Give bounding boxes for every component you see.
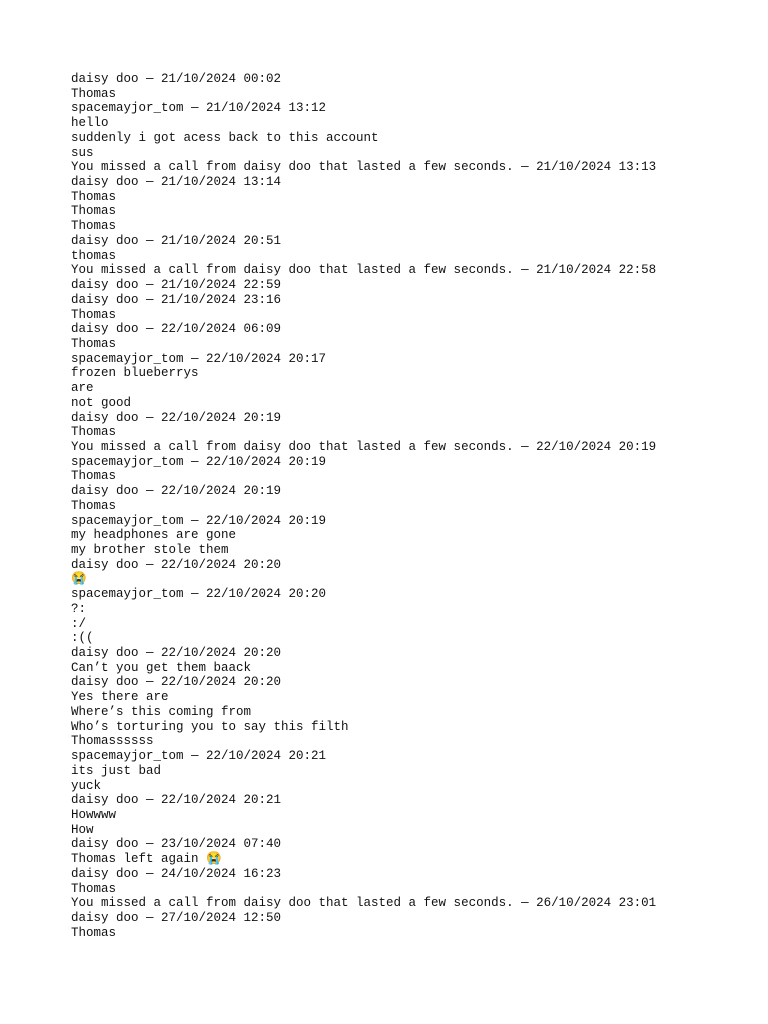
- message-header: daisy doo — 22/10/2024 20:19: [71, 484, 282, 499]
- message-line: Thomas: [71, 498, 117, 513]
- message-line: frozen blueberrys: [71, 366, 199, 381]
- message-header: daisy doo — 24/10/2024 16:23: [71, 866, 282, 881]
- message-line: its just bad: [71, 763, 162, 778]
- message-header: spacemayjor_tom — 22/10/2024 20:21: [71, 749, 327, 764]
- message-line: sus: [71, 145, 94, 160]
- message-header: spacemayjor_tom — 22/10/2024 20:17: [71, 351, 327, 366]
- message-header: daisy doo — 22/10/2024 20:21: [71, 793, 282, 808]
- message-line: Thomas left again 😭: [71, 852, 222, 867]
- message-header: daisy doo — 21/10/2024 13:14: [71, 175, 282, 190]
- message-header: daisy doo — 22/10/2024 20:20: [71, 675, 282, 690]
- message-header: spacemayjor_tom — 22/10/2024 20:19: [71, 513, 327, 528]
- message-header: daisy doo — 22/10/2024 06:09: [71, 322, 282, 337]
- message-line: :((: [71, 631, 94, 646]
- chat-log: [71, 72, 751, 940]
- message-line: Where’s this coming from: [71, 704, 252, 719]
- message-header: daisy doo — 21/10/2024 20:51: [71, 233, 282, 248]
- message-header: spacemayjor_tom — 21/10/2024 13:12: [71, 101, 327, 116]
- message-line: hello: [71, 116, 109, 131]
- message-header: spacemayjor_tom — 22/10/2024 20:20: [71, 587, 327, 602]
- message-header: daisy doo — 22/10/2024 20:19: [71, 410, 282, 425]
- missed-call-notice: You missed a call from daisy doo that lasted a few seconds. — 21/10/2024 13:13: [71, 160, 657, 175]
- message-line: my brother stole them: [71, 543, 229, 557]
- message-line: Thomas: [71, 425, 117, 440]
- message-line: Thomas: [71, 307, 117, 322]
- message-line: my headphones are gone: [71, 528, 237, 543]
- message-line: How: [71, 822, 94, 837]
- message-header: daisy doo — 21/10/2024 22:59: [71, 278, 282, 293]
- message-line: Thomas: [71, 204, 117, 219]
- message-line: suddenly i got acess back to this account: [71, 130, 379, 145]
- message-line: ?:: [71, 601, 87, 616]
- missed-call-notice: You missed a call from daisy doo that lasted a few seconds. — 21/10/2024 22:58: [71, 263, 657, 278]
- message-header: daisy doo — 21/10/2024 00:02: [71, 72, 282, 86]
- message-line: Thomas: [71, 469, 117, 484]
- message-line: 😭: [71, 572, 87, 587]
- message-line: are: [71, 381, 94, 396]
- message-header: daisy doo — 27/10/2024 12:50: [71, 910, 282, 925]
- message-header: spacemayjor_tom — 22/10/2024 20:19: [71, 454, 327, 469]
- message-line: Thomas: [71, 925, 117, 940]
- message-line: Thomas: [71, 336, 117, 351]
- message-header: daisy doo — 22/10/2024 20:20: [71, 557, 282, 572]
- message-line: thomas: [71, 248, 117, 263]
- message-header: daisy doo — 22/10/2024 20:20: [71, 646, 282, 661]
- message-line: Howwww: [71, 807, 117, 822]
- message-line: :/: [71, 616, 87, 631]
- message-line: Thomas: [71, 219, 117, 234]
- missed-call-notice: You missed a call from daisy doo that lasted a few seconds. — 26/10/2024 23:01: [71, 896, 657, 911]
- message-line: yuck: [71, 778, 102, 793]
- message-header: daisy doo — 23/10/2024 07:40: [71, 837, 282, 852]
- message-line: Thomassssss: [71, 734, 154, 749]
- message-line: not good: [71, 395, 132, 410]
- message-line: Thomas: [71, 881, 117, 896]
- message-line: Thomas: [71, 86, 117, 101]
- message-line: Yes there are: [71, 690, 169, 705]
- missed-call-notice: You missed a call from daisy doo that lasted a few seconds. — 22/10/2024 20:19: [71, 439, 657, 454]
- message-line: Who’s torturing you to say this filth: [71, 719, 349, 734]
- message-header: daisy doo — 21/10/2024 23:16: [71, 292, 282, 307]
- message-line: Can’t you get them baack: [71, 660, 252, 675]
- message-line: Thomas: [71, 189, 117, 204]
